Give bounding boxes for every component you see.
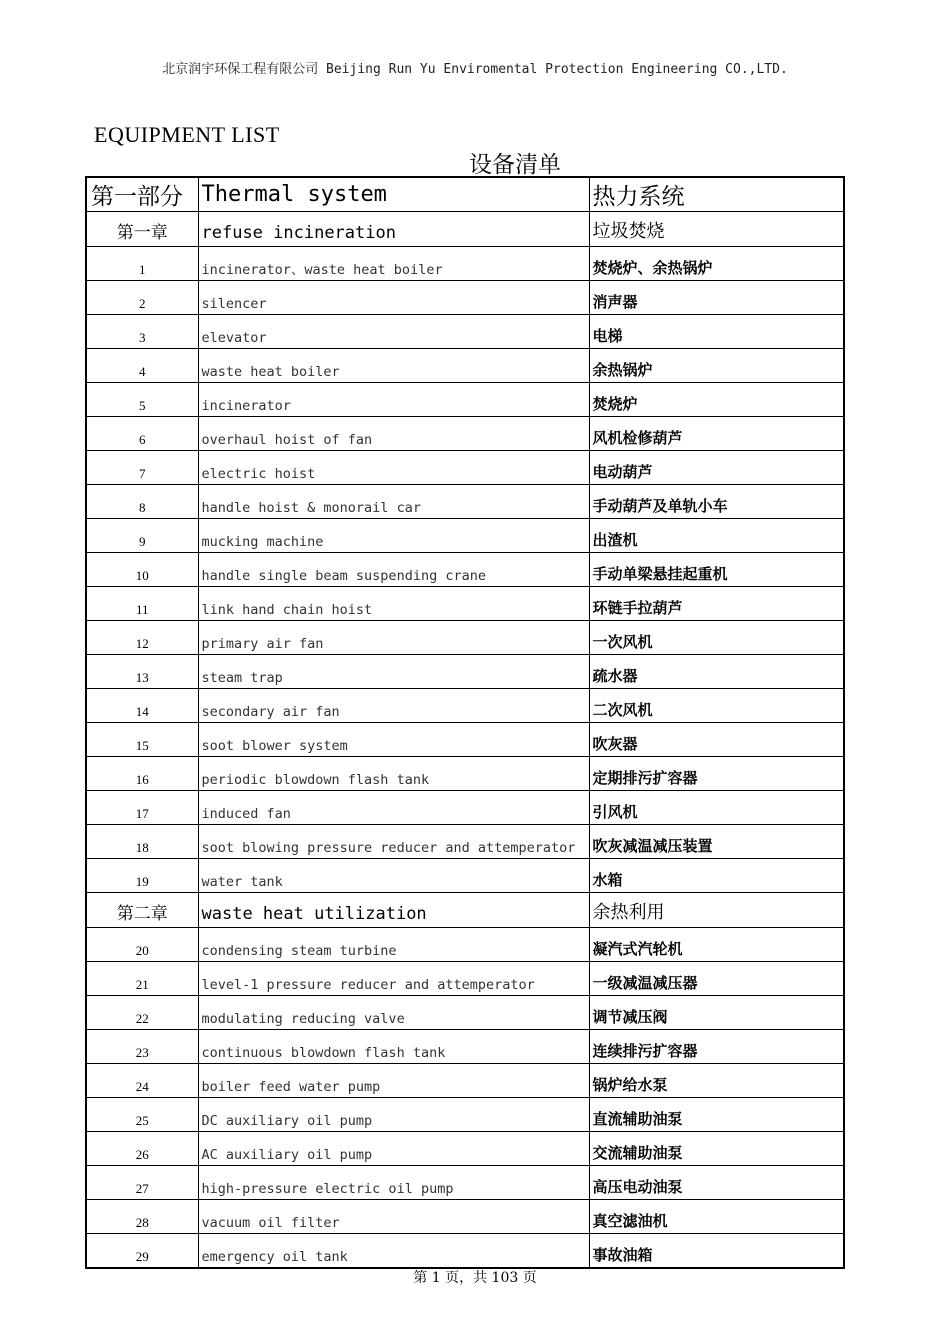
item-name-chinese: 高压电动油泵 [589,1166,844,1200]
item-name-chinese: 吹灰减温减压装置 [589,825,844,859]
company-header: 北京润宇环保工程有限公司 Beijing Run Yu Enviromental Protection Engineering CO.,LTD. [162,62,788,77]
item-name-chinese: 一级减温减压器 [589,962,844,996]
item-name-english: induced fan [198,791,589,825]
part-title-english: Thermal system [198,177,589,212]
item-name-english: electric hoist [198,451,589,485]
table-row [86,383,844,417]
chapter-number: 第一章 [86,212,198,247]
item-name-chinese: 吹灰器 [589,723,844,757]
table-row [86,621,844,655]
item-number: 10 [86,553,198,587]
item-name-english: mucking machine [198,519,589,553]
chapter-title-english: refuse incineration [198,212,589,247]
item-name-chinese: 余热锅炉 [589,349,844,383]
part-number: 第一部分 [86,177,198,212]
item-number: 28 [86,1200,198,1234]
table-row [86,1166,844,1200]
item-number: 29 [86,1234,198,1269]
item-name-chinese: 直流辅助油泵 [589,1098,844,1132]
equipment-table [85,176,845,1269]
item-name-chinese: 水箱 [589,859,844,893]
item-number: 22 [86,996,198,1030]
table-row [86,1064,844,1098]
item-number: 5 [86,383,198,417]
item-number: 21 [86,962,198,996]
table-row [86,1234,844,1269]
item-number: 7 [86,451,198,485]
item-name-chinese: 一次风机 [589,621,844,655]
table-row [86,315,844,349]
item-name-english: link hand chain hoist [198,587,589,621]
item-name-english: condensing steam turbine [198,928,589,962]
item-name-chinese: 调节减压阀 [589,996,844,1030]
item-name-english: water tank [198,859,589,893]
table-row [86,247,844,281]
item-name-chinese: 二次风机 [589,689,844,723]
table-row [86,485,844,519]
item-number: 20 [86,928,198,962]
item-name-chinese: 出渣机 [589,519,844,553]
item-number: 14 [86,689,198,723]
table-row [86,451,844,485]
document-title-chinese: 设备清单 [469,152,561,178]
item-number: 19 [86,859,198,893]
item-name-english: vacuum oil filter [198,1200,589,1234]
chapter-title-english: waste heat utilization [198,893,589,928]
item-name-english: primary air fan [198,621,589,655]
table-row [86,1098,844,1132]
item-number: 1 [86,247,198,281]
table-row [86,1200,844,1234]
item-name-english: silencer [198,281,589,315]
item-name-english: handle hoist & monorail car [198,485,589,519]
table-row [86,825,844,859]
table-row [86,553,844,587]
part-title-chinese: 热力系统 [589,177,844,212]
item-name-english: incinerator、waste heat boiler [198,247,589,281]
item-name-english: overhaul hoist of fan [198,417,589,451]
item-number: 15 [86,723,198,757]
item-name-chinese: 真空滤油机 [589,1200,844,1234]
item-number: 6 [86,417,198,451]
item-number: 13 [86,655,198,689]
item-name-chinese: 焚烧炉、余热锅炉 [589,247,844,281]
table-row [86,723,844,757]
table-row [86,1030,844,1064]
table-row [86,757,844,791]
table-row [86,417,844,451]
item-name-chinese: 环链手拉葫芦 [589,587,844,621]
item-name-english: high-pressure electric oil pump [198,1166,589,1200]
table-row [86,859,844,893]
table-row [86,689,844,723]
item-name-english: steam trap [198,655,589,689]
item-name-chinese: 风机检修葫芦 [589,417,844,451]
table-row [86,349,844,383]
item-name-english: modulating reducing valve [198,996,589,1030]
item-name-chinese: 凝汽式汽轮机 [589,928,844,962]
item-name-chinese: 锅炉给水泵 [589,1064,844,1098]
table-row [86,928,844,962]
item-number: 2 [86,281,198,315]
document-title-english: EQUIPMENT LIST [94,122,280,147]
item-number: 17 [86,791,198,825]
item-name-english: incinerator [198,383,589,417]
item-number: 3 [86,315,198,349]
item-name-english: continuous blowdown flash tank [198,1030,589,1064]
chapter-number: 第二章 [86,893,198,928]
table-row [86,791,844,825]
item-number: 25 [86,1098,198,1132]
item-name-chinese: 手动葫芦及单轨小车 [589,485,844,519]
table-row [86,962,844,996]
item-number: 24 [86,1064,198,1098]
item-number: 18 [86,825,198,859]
item-name-chinese: 连续排污扩容器 [589,1030,844,1064]
item-name-chinese: 定期排污扩容器 [589,757,844,791]
item-number: 11 [86,587,198,621]
item-number: 16 [86,757,198,791]
table-row [86,281,844,315]
item-name-english: handle single beam suspending crane [198,553,589,587]
table-row [86,519,844,553]
item-name-chinese: 事故油箱 [589,1234,844,1269]
item-name-chinese: 疏水器 [589,655,844,689]
item-number: 12 [86,621,198,655]
item-name-english: boiler feed water pump [198,1064,589,1098]
item-name-english: AC auxiliary oil pump [198,1132,589,1166]
equipment-table-body [86,177,844,1268]
chapter-row [86,212,844,247]
item-name-chinese: 焚烧炉 [589,383,844,417]
item-name-english: periodic blowdown flash tank [198,757,589,791]
item-name-english: soot blower system [198,723,589,757]
item-name-english: waste heat boiler [198,349,589,383]
item-name-english: DC auxiliary oil pump [198,1098,589,1132]
item-name-english: emergency oil tank [198,1234,589,1269]
page-number: 第 1 页，共 103 页 [413,1270,537,1286]
item-number: 4 [86,349,198,383]
item-name-english: soot blowing pressure reducer and attemperator [198,825,589,859]
item-number: 9 [86,519,198,553]
item-name-chinese: 电动葫芦 [589,451,844,485]
chapter-title-chinese: 垃圾焚烧 [589,212,844,247]
item-number: 8 [86,485,198,519]
table-row [86,655,844,689]
item-number: 27 [86,1166,198,1200]
table-row [86,587,844,621]
item-name-chinese: 交流辅助油泵 [589,1132,844,1166]
item-name-chinese: 电梯 [589,315,844,349]
item-name-english: secondary air fan [198,689,589,723]
item-name-english: level-1 pressure reducer and attemperator [198,962,589,996]
item-name-english: elevator [198,315,589,349]
item-name-chinese: 手动单梁悬挂起重机 [589,553,844,587]
table-row [86,1132,844,1166]
item-number: 26 [86,1132,198,1166]
part-header-row [86,177,844,212]
item-name-chinese: 消声器 [589,281,844,315]
table-row [86,996,844,1030]
chapter-title-chinese: 余热利用 [589,893,844,928]
item-name-chinese: 引风机 [589,791,844,825]
item-number: 23 [86,1030,198,1064]
chapter-row [86,893,844,928]
